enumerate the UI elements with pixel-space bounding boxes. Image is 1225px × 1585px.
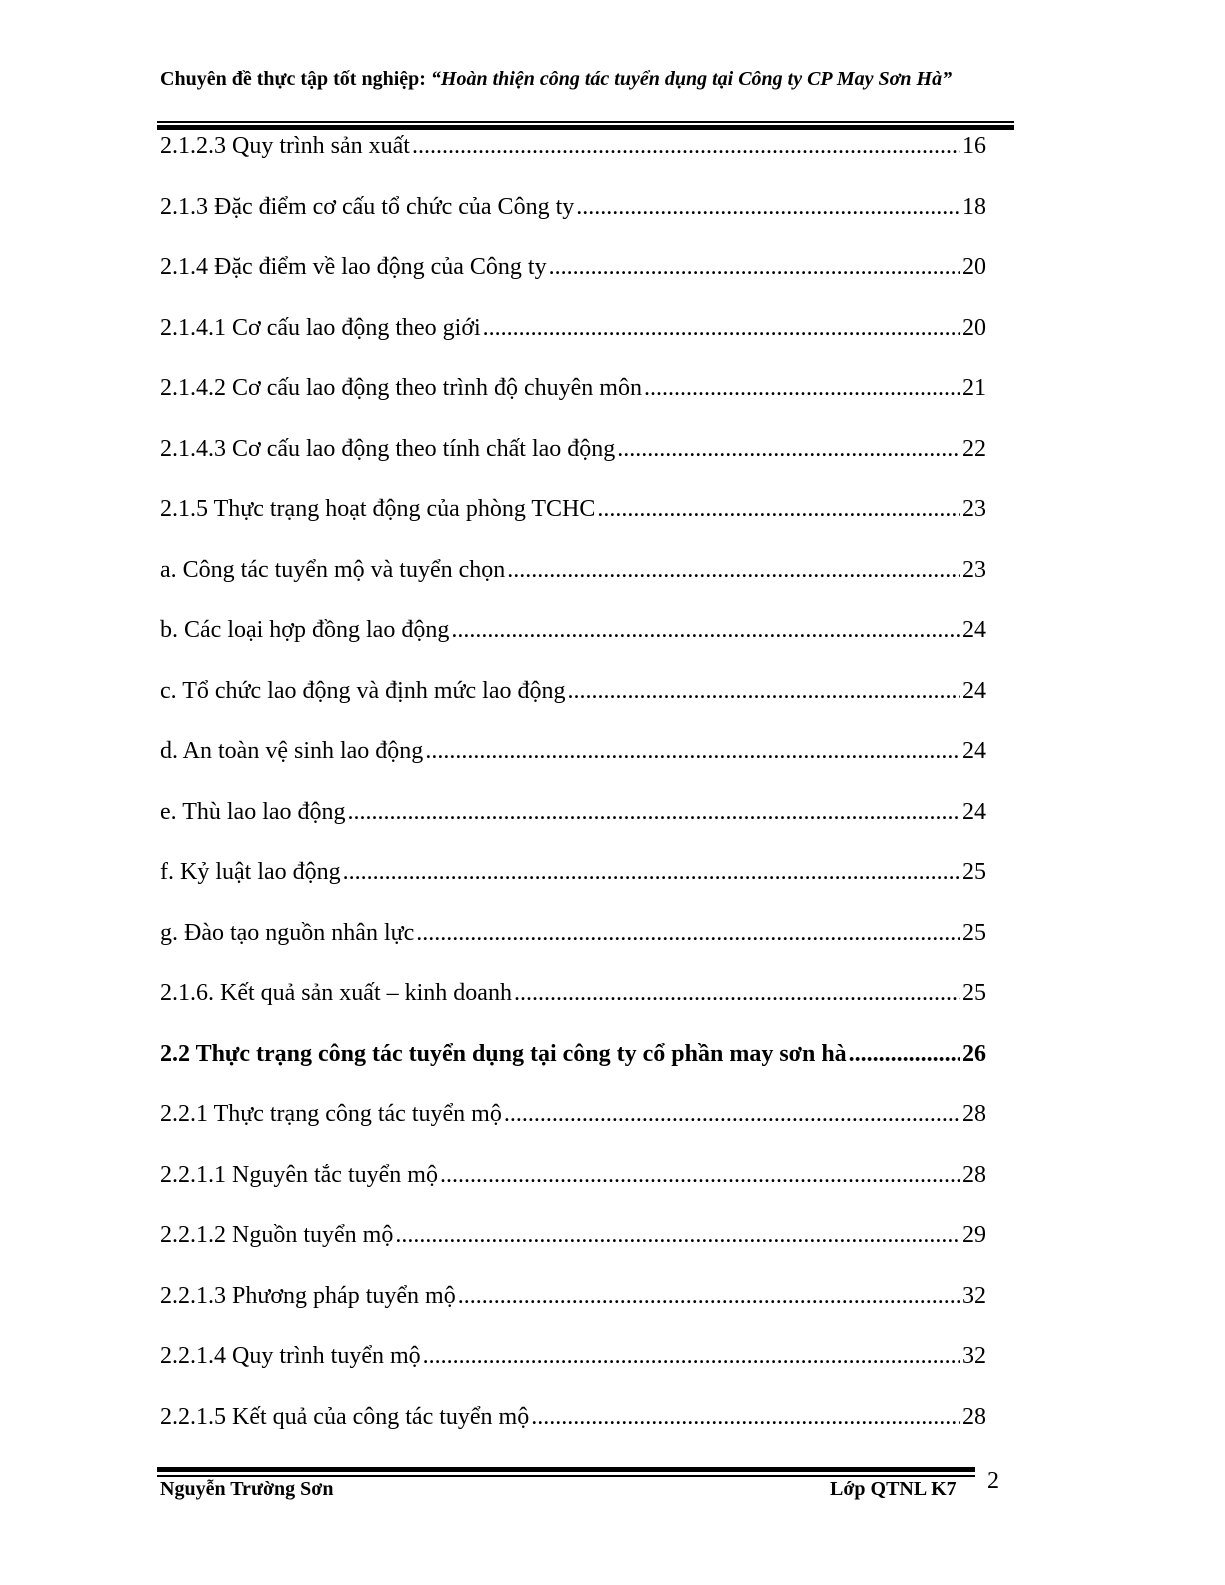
header-prefix: Chuyên đề thực tập tốt nghiệp:: [160, 68, 431, 90]
toc-leader-dots: [412, 128, 960, 164]
toc-entry-label: 2.2.1.4 Quy trình tuyển mộ: [160, 1343, 421, 1369]
toc-entry-page: 20: [962, 254, 986, 280]
toc-leader-dots: [507, 552, 960, 588]
page-header-title: [160, 68, 1010, 90]
page-number: 2: [987, 1468, 999, 1494]
toc-entry-page: 21: [962, 375, 986, 401]
toc-entry[interactable]: [160, 1278, 986, 1339]
toc-leader-dots: [617, 431, 960, 467]
toc-entry[interactable]: [160, 975, 986, 1036]
header-topic: “Hoàn thiện công tác tuyển dụng tại Công ty CP May Sơn Hà”: [430, 68, 953, 90]
toc-entry-label: d. An toàn vệ sinh lao động: [160, 738, 424, 764]
toc-entry-label: 2.1.4.1 Cơ cấu lao động theo giới: [160, 314, 481, 341]
toc-leader-dots: [644, 370, 960, 406]
toc-leader-dots: [458, 1278, 960, 1314]
toc-entry-page: 24: [962, 677, 986, 704]
toc-entry[interactable]: [160, 491, 986, 552]
toc-entry[interactable]: [160, 733, 986, 794]
toc-leader-dots: [567, 673, 960, 709]
toc-entry[interactable]: [160, 794, 986, 855]
toc-entry-label: 2.2.1.5 Kết quả của công tác tuyển mộ: [160, 1403, 530, 1430]
toc-entry-page: 22: [962, 435, 986, 462]
toc-leader-dots: [423, 1338, 960, 1374]
footer-author: Nguyễn Trường Sơn: [160, 1478, 334, 1500]
toc-entry-page: 18: [962, 193, 986, 220]
toc-entry-page: 32: [962, 1343, 986, 1369]
toc-leader-dots: [597, 491, 960, 527]
toc-entry[interactable]: [160, 1036, 986, 1097]
toc-entry[interactable]: [160, 1399, 986, 1460]
toc-entry[interactable]: [160, 915, 986, 976]
toc-entry-page: 25: [962, 980, 986, 1006]
toc-entry[interactable]: [160, 1157, 986, 1218]
toc-leader-dots: [504, 1096, 960, 1132]
toc-entry-label: 2.2.1.1 Nguyên tắc tuyển mộ: [160, 1161, 438, 1188]
toc-entry-label: b. Các loại hợp đồng lao động: [160, 617, 450, 643]
toc-entry-label: 2.2.1 Thực trạng công tác tuyển mộ: [160, 1101, 502, 1127]
toc-entry-page: 20: [962, 314, 986, 341]
toc-leader-dots: [395, 1217, 960, 1253]
toc-leader-dots: [416, 915, 960, 951]
toc-entry-label: 2.1.4 Đặc điểm về lao động của Công ty: [160, 254, 547, 280]
toc-entry-page: 29: [962, 1222, 986, 1248]
toc-entry-page: 23: [962, 556, 986, 583]
toc-entry-page: 24: [962, 798, 986, 825]
toc-entry-page: 25: [962, 859, 986, 885]
toc-entry-page: 24: [962, 617, 986, 643]
toc-entry[interactable]: [160, 128, 986, 189]
toc-entry[interactable]: [160, 612, 986, 673]
toc-entry-label: 2.1.6. Kết quả sản xuất – kinh doanh: [160, 980, 512, 1006]
toc-entry-page: 16: [962, 133, 986, 159]
toc-leader-dots: [425, 733, 960, 769]
toc-entry[interactable]: [160, 1338, 986, 1399]
toc-entry[interactable]: [160, 552, 986, 613]
toc-entry-label: 2.2.1.3 Phương pháp tuyển mộ: [160, 1282, 456, 1309]
toc-entry-label: f. Kỷ luật lao động: [160, 859, 341, 885]
toc-leader-dots: [849, 1036, 960, 1072]
toc-entry-label: a. Công tác tuyển mộ và tuyển chọn: [160, 556, 506, 583]
toc-entry[interactable]: [160, 673, 986, 734]
toc-entry-label: 2.2 Thực trạng công tác tuyển dụng tại công ty cổ phần may sơn hà: [160, 1040, 847, 1067]
toc-entry[interactable]: [160, 1096, 986, 1157]
toc-leader-dots: [514, 975, 960, 1011]
toc-entry[interactable]: [160, 370, 986, 431]
toc-leader-dots: [451, 612, 960, 648]
toc-entry-label: 2.1.5 Thực trạng hoạt động của phòng TCHC: [160, 496, 596, 522]
toc-leader-dots: [576, 189, 960, 225]
toc-entry-page: 28: [962, 1161, 986, 1188]
toc-entry-label: 2.1.4.3 Cơ cấu lao động theo tính chất lao động: [160, 435, 616, 462]
toc-entry-label: 2.1.4.2 Cơ cấu lao động theo trình độ chuyên môn: [160, 375, 642, 401]
toc-entry[interactable]: [160, 1217, 986, 1278]
toc-entry[interactable]: [160, 310, 986, 371]
header-rule-thin: [157, 121, 1014, 123]
table-of-contents: [160, 128, 986, 1459]
toc-leader-dots: [343, 854, 960, 890]
toc-entry-page: 23: [962, 496, 986, 522]
toc-entry[interactable]: [160, 431, 986, 492]
toc-entry[interactable]: [160, 854, 986, 915]
toc-entry-label: g. Đào tạo nguồn nhân lực: [160, 919, 415, 946]
toc-entry-label: e. Thù lao lao động: [160, 798, 346, 825]
toc-entry-page: 26: [962, 1040, 986, 1067]
footer-class: Lớp QTNL K7: [830, 1478, 957, 1500]
toc-entry-label: c. Tổ chức lao động và định mức lao động: [160, 677, 566, 704]
toc-entry-page: 28: [962, 1101, 986, 1127]
toc-entry-label: 2.1.2.3 Quy trình sản xuất: [160, 133, 410, 159]
toc-leader-dots: [348, 794, 960, 830]
toc-leader-dots: [440, 1157, 960, 1193]
footer-rule-thin: [157, 1475, 975, 1477]
toc-entry-page: 24: [962, 738, 986, 764]
toc-entry-page: 28: [962, 1403, 986, 1430]
toc-entry[interactable]: [160, 189, 986, 250]
toc-entry-page: 32: [962, 1282, 986, 1309]
toc-leader-dots: [549, 249, 960, 285]
toc-leader-dots: [531, 1399, 960, 1435]
toc-entry-label: 2.2.1.2 Nguồn tuyển mộ: [160, 1222, 394, 1248]
toc-entry[interactable]: [160, 249, 986, 310]
footer-rule-thick: [157, 1467, 975, 1472]
toc-leader-dots: [483, 310, 960, 346]
toc-entry-page: 25: [962, 919, 986, 946]
toc-entry-label: 2.1.3 Đặc điểm cơ cấu tổ chức của Công ty: [160, 193, 575, 220]
